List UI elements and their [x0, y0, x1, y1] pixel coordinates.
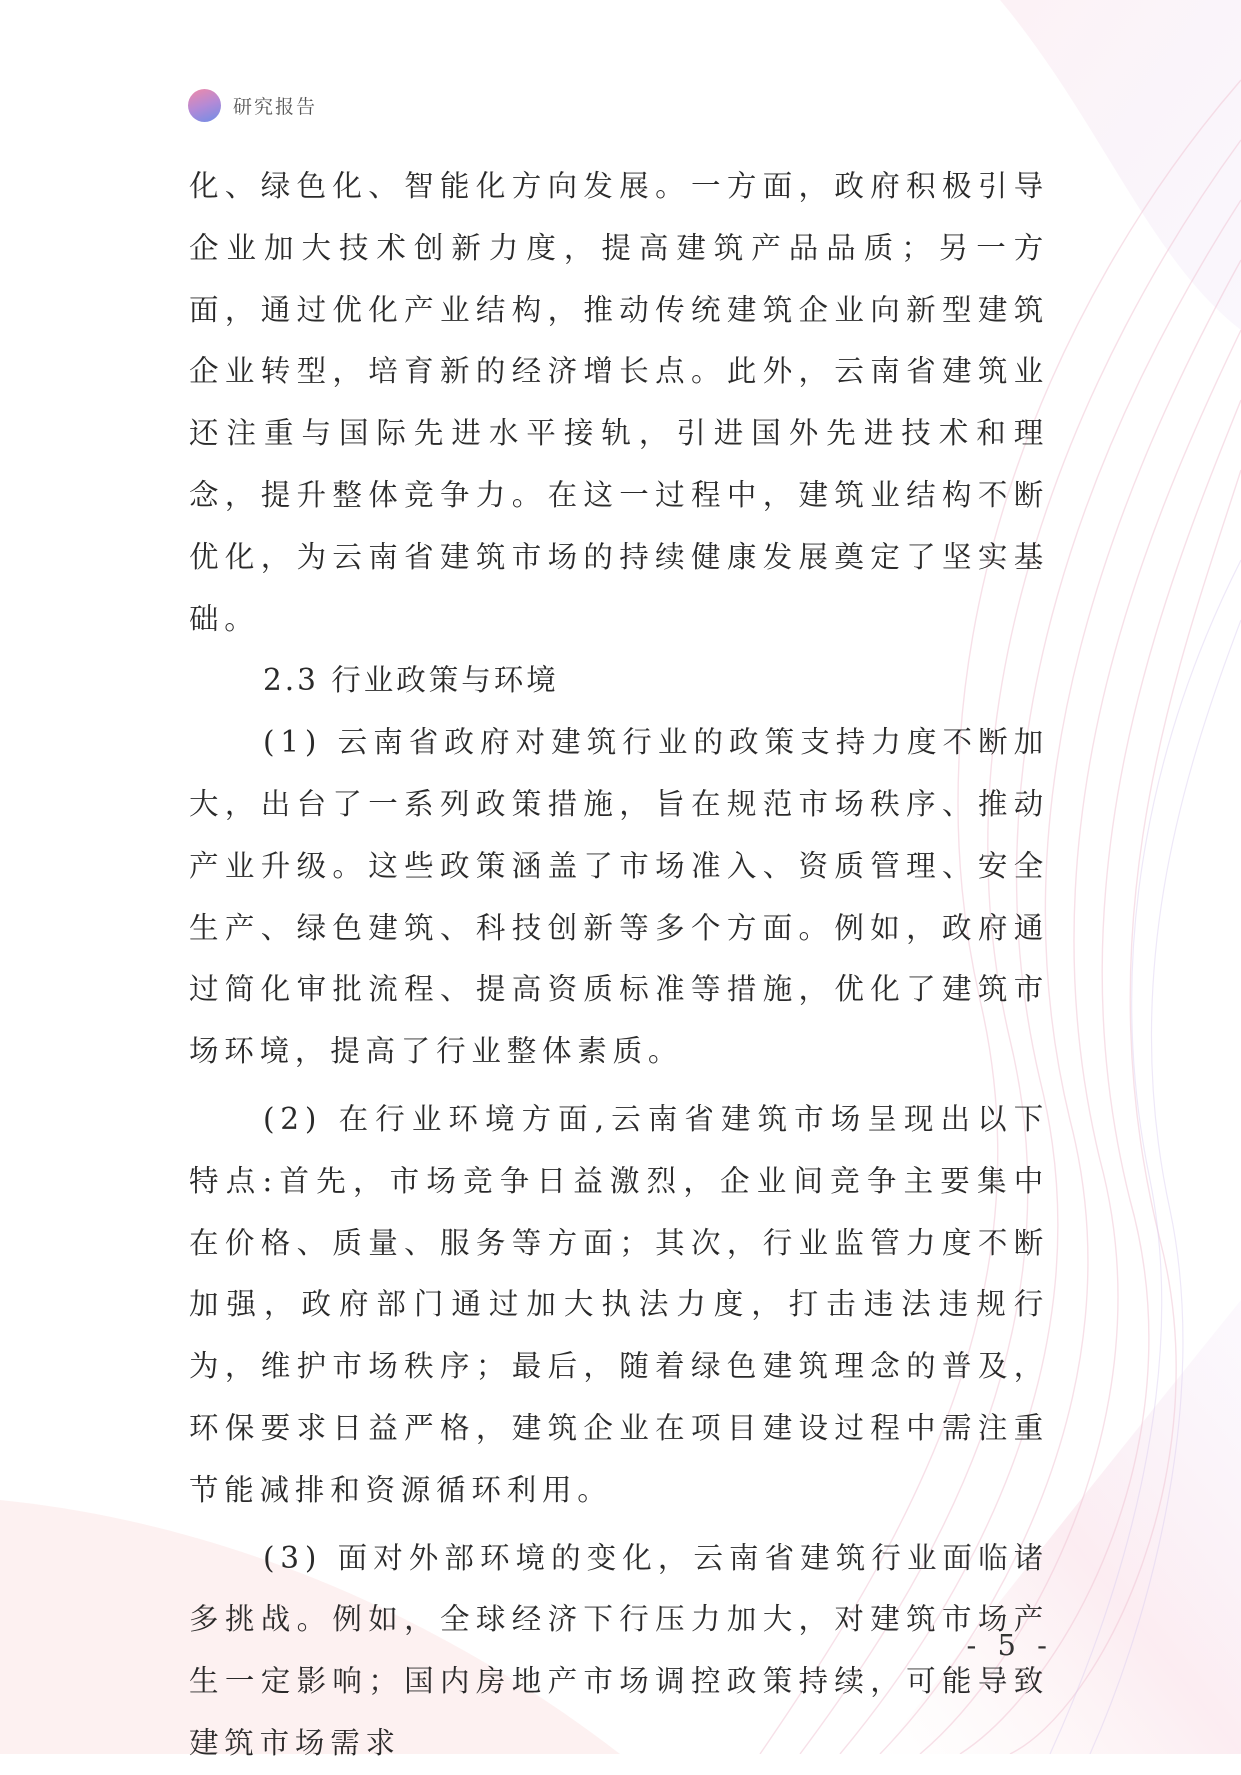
- paragraph-industry-structure: 化、绿色化、智能化方向发展。一方面，政府积极引导企业加大技术创新力度，提高建筑产品品质；另一方面，通过优化产业结构，推动传统建筑企业向新型建筑企业转型，培育新的经济增长点。此外，云南省建筑业还注重与国际先进水平接轨，引进国外先进技术和理念，提升整体竞争力。在这一过程中，建筑业结构不断优化，为云南省建筑市场的持续健康发展奠定了坚实基础。: [189, 169, 1049, 636]
- paragraph-policy-support: (1) 云南省政府对建筑行业的政策支持力度不断加大，出台了一系列政策措施，旨在规范市场秩序、推动产业升级。这些政策涵盖了市场准入、资质管理、安全生产、绿色建筑、科技创新等多个方面。例如，政府通过简化审批流程、提高资质标准等措施，优化了建筑市场环境，提高了行业整体素质。: [189, 725, 1049, 1069]
- section-heading: 2.3 行业政策与环境: [263, 663, 559, 698]
- page-number: - 5 -: [966, 1628, 1053, 1662]
- report-logo-icon: [188, 89, 221, 122]
- page-header: [188, 88, 317, 122]
- paragraph-industry-environment: (2) 在行业环境方面,云南省建筑市场呈现出以下特点:首先，市场竞争日益激烈，企业间竞争主要集中在价格、质量、服务等方面；其次，行业监管力度不断加强，政府部门通过加大执法力度，打击违法违规行为，维护市场秩序；最后，随着绿色建筑理念的普及，环保要求日益严格，建筑企业在项目建设过程中需注重节能减排和资源循环利用。: [189, 1101, 1049, 1507]
- document-body: [189, 156, 1049, 1775]
- header-title: 研究报告: [233, 95, 318, 118]
- paragraph-external-challenges: (3) 面对外部环境的变化，云南省建筑行业面临诸多挑战。例如，全球经济下行压力加大，对建筑市场产生一定影响；国内房地产市场调控政策持续，可能导致建筑市场需求: [189, 1540, 1049, 1760]
